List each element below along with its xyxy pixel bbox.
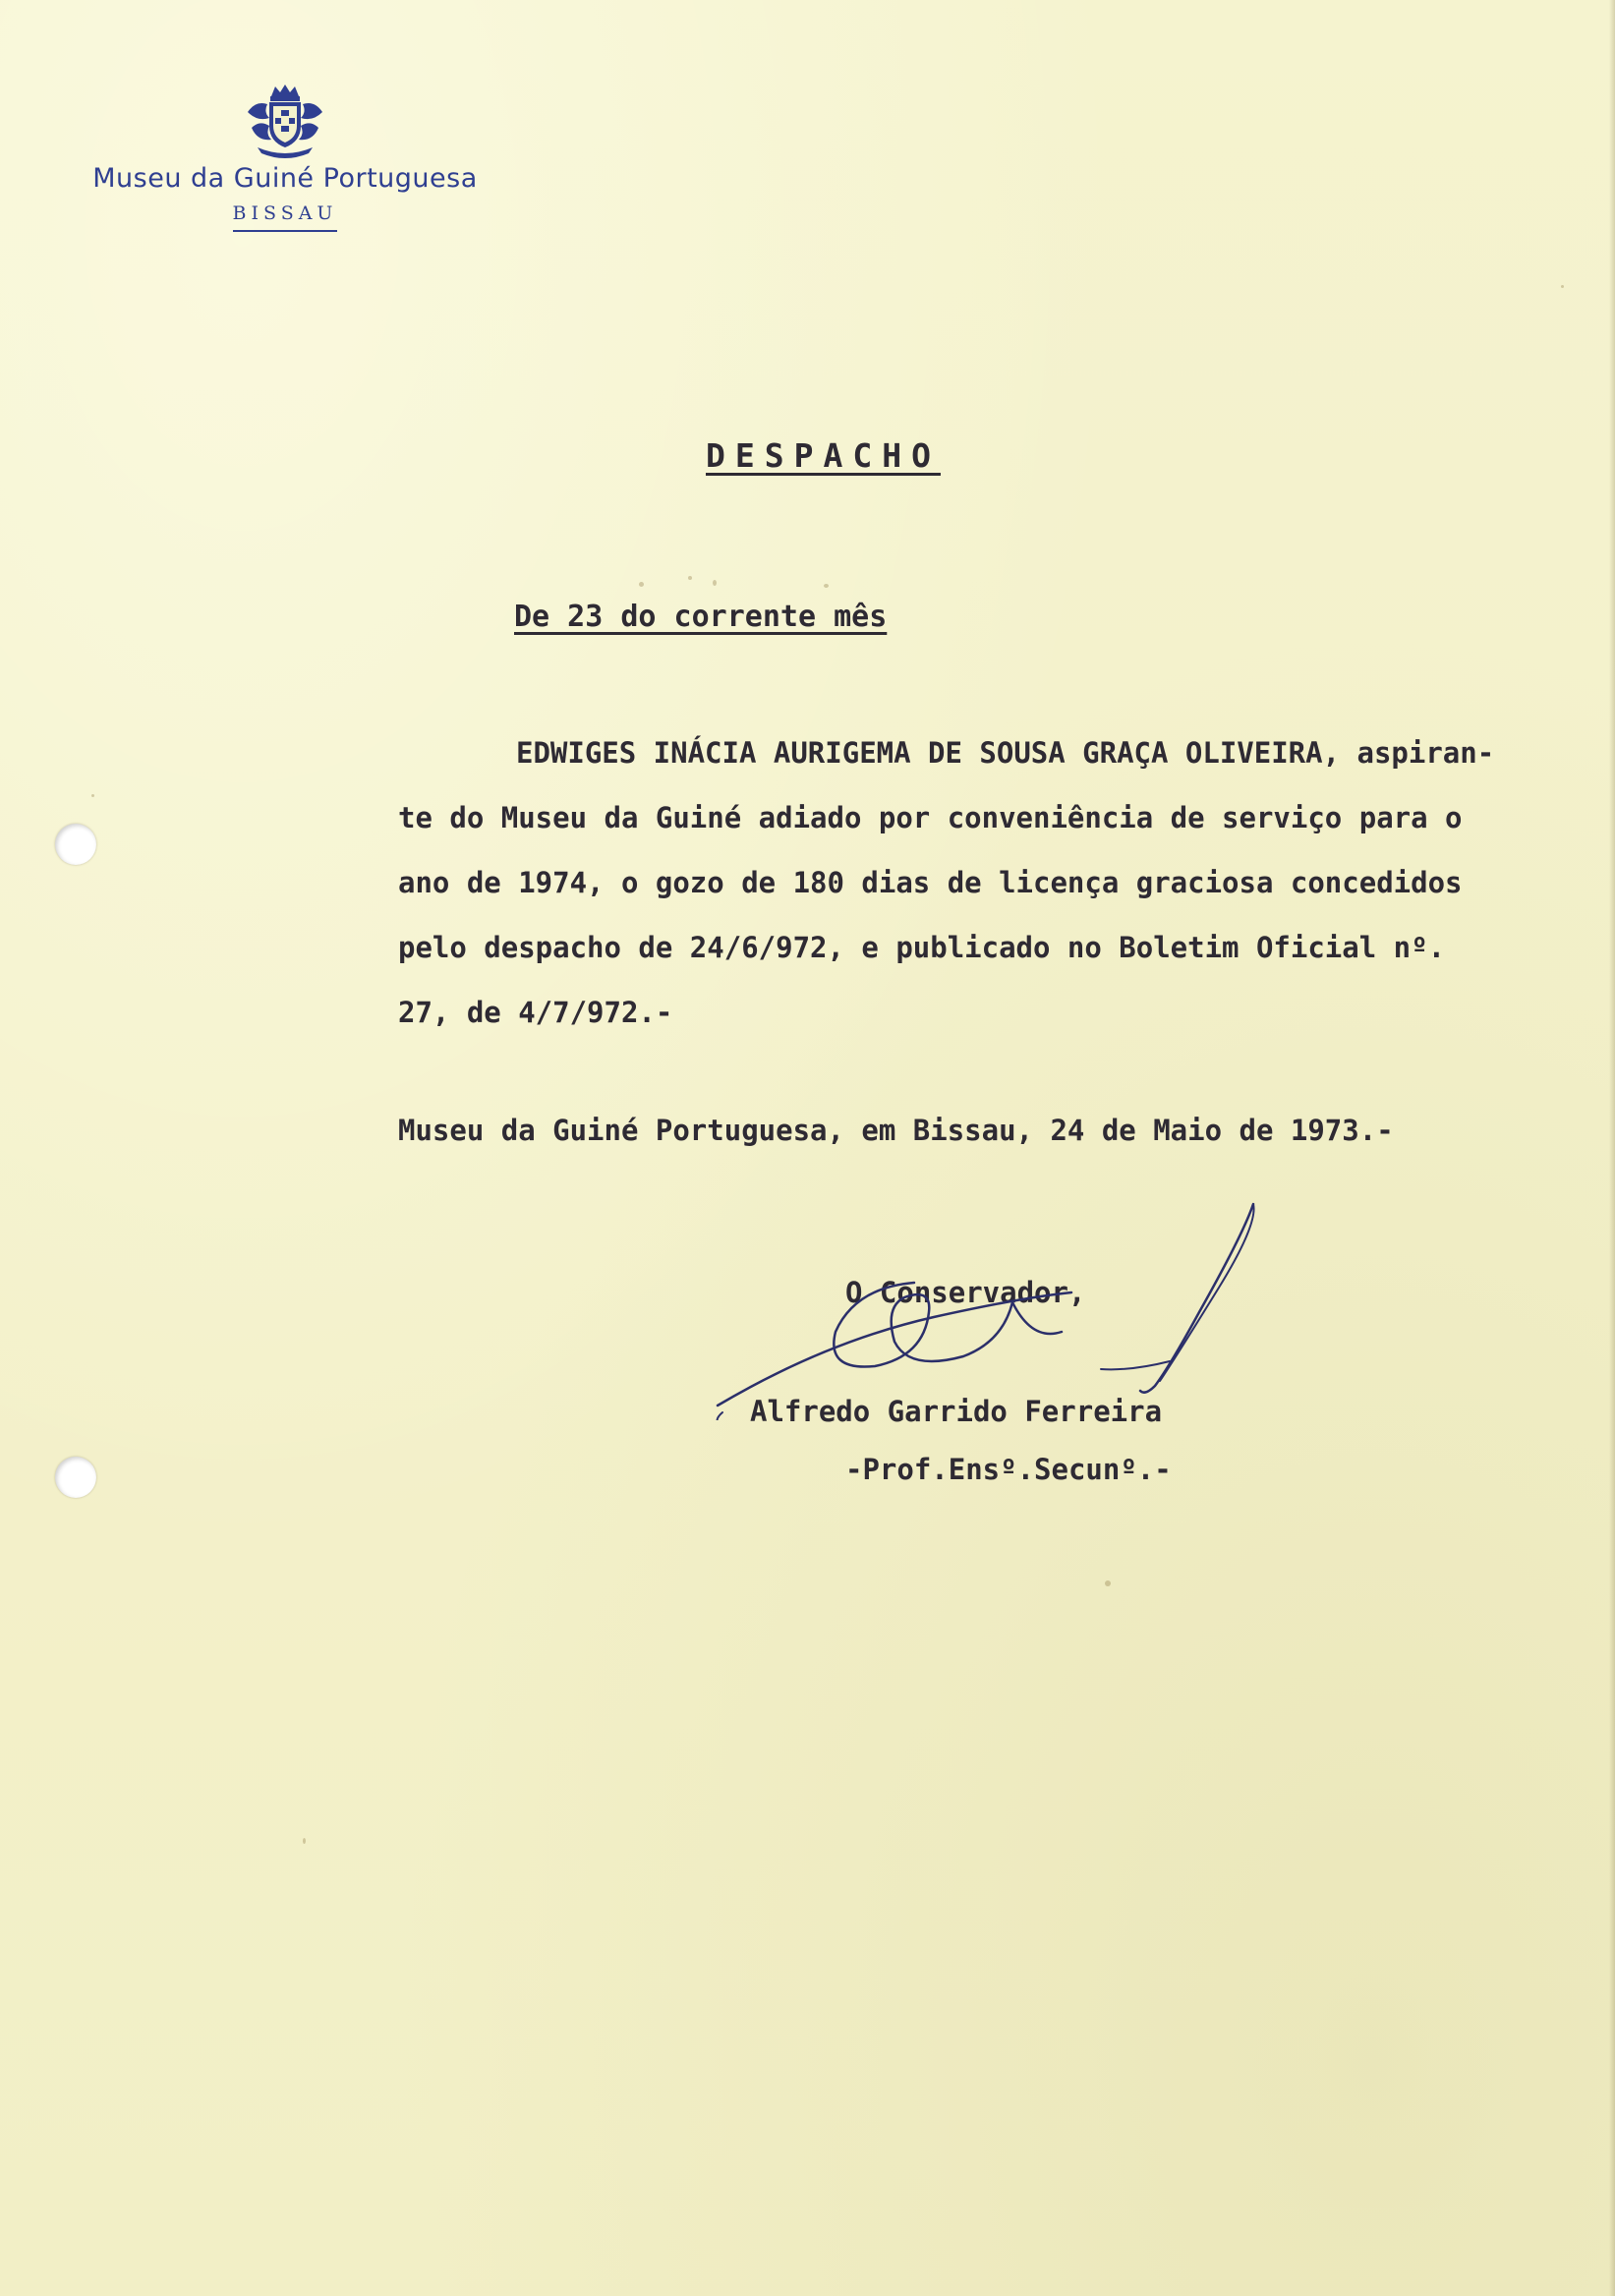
punch-hole xyxy=(55,824,96,865)
paper-speck xyxy=(303,1838,306,1844)
letterhead xyxy=(69,83,501,232)
body-line: ano de 1974, o gozo de 180 dias de licença graciosa concedidos xyxy=(398,866,1463,899)
paper-speck xyxy=(688,576,692,580)
handwritten-signature xyxy=(708,1194,1258,1420)
paper-speck xyxy=(1105,1580,1111,1586)
paper-speck xyxy=(713,580,717,586)
punch-hole xyxy=(55,1457,96,1498)
signatory-title: -Prof.Ensº.Secunº.- xyxy=(845,1453,1172,1486)
closing-place-date: Museu da Guiné Portuguesa, em Bissau, 24 de Maio de 1973.- xyxy=(398,1114,1394,1147)
document-body xyxy=(398,720,1605,1045)
city-name: BISSAU xyxy=(233,202,338,232)
museum-name: Museu da Guiné Portuguesa xyxy=(92,163,478,194)
paper-speck xyxy=(1561,285,1564,288)
signatory-role: O Conservador, xyxy=(845,1276,1086,1309)
body-line: te do Museu da Guiné adiado por conveniência de serviço para o xyxy=(398,801,1463,834)
paper-speck xyxy=(824,584,829,588)
document-date-reference: De 23 do corrente mês xyxy=(514,600,888,634)
document-title: DESPACHO xyxy=(706,436,941,475)
signatory-name: Alfredo Garrido Ferreira xyxy=(750,1395,1163,1428)
body-line: pelo despacho de 24/6/972, e publicado no Boletim Oficial nº. xyxy=(398,931,1446,964)
body-line: 27, de 4/7/972.- xyxy=(398,996,673,1029)
paper-speck xyxy=(639,582,644,587)
paper-speck xyxy=(91,794,94,797)
body-line: EDWIGES INÁCIA AURIGEMA DE SOUSA GRAÇA OLIVEIRA, aspiran- xyxy=(516,736,1495,770)
coat-of-arms-emblem-icon xyxy=(238,83,332,159)
